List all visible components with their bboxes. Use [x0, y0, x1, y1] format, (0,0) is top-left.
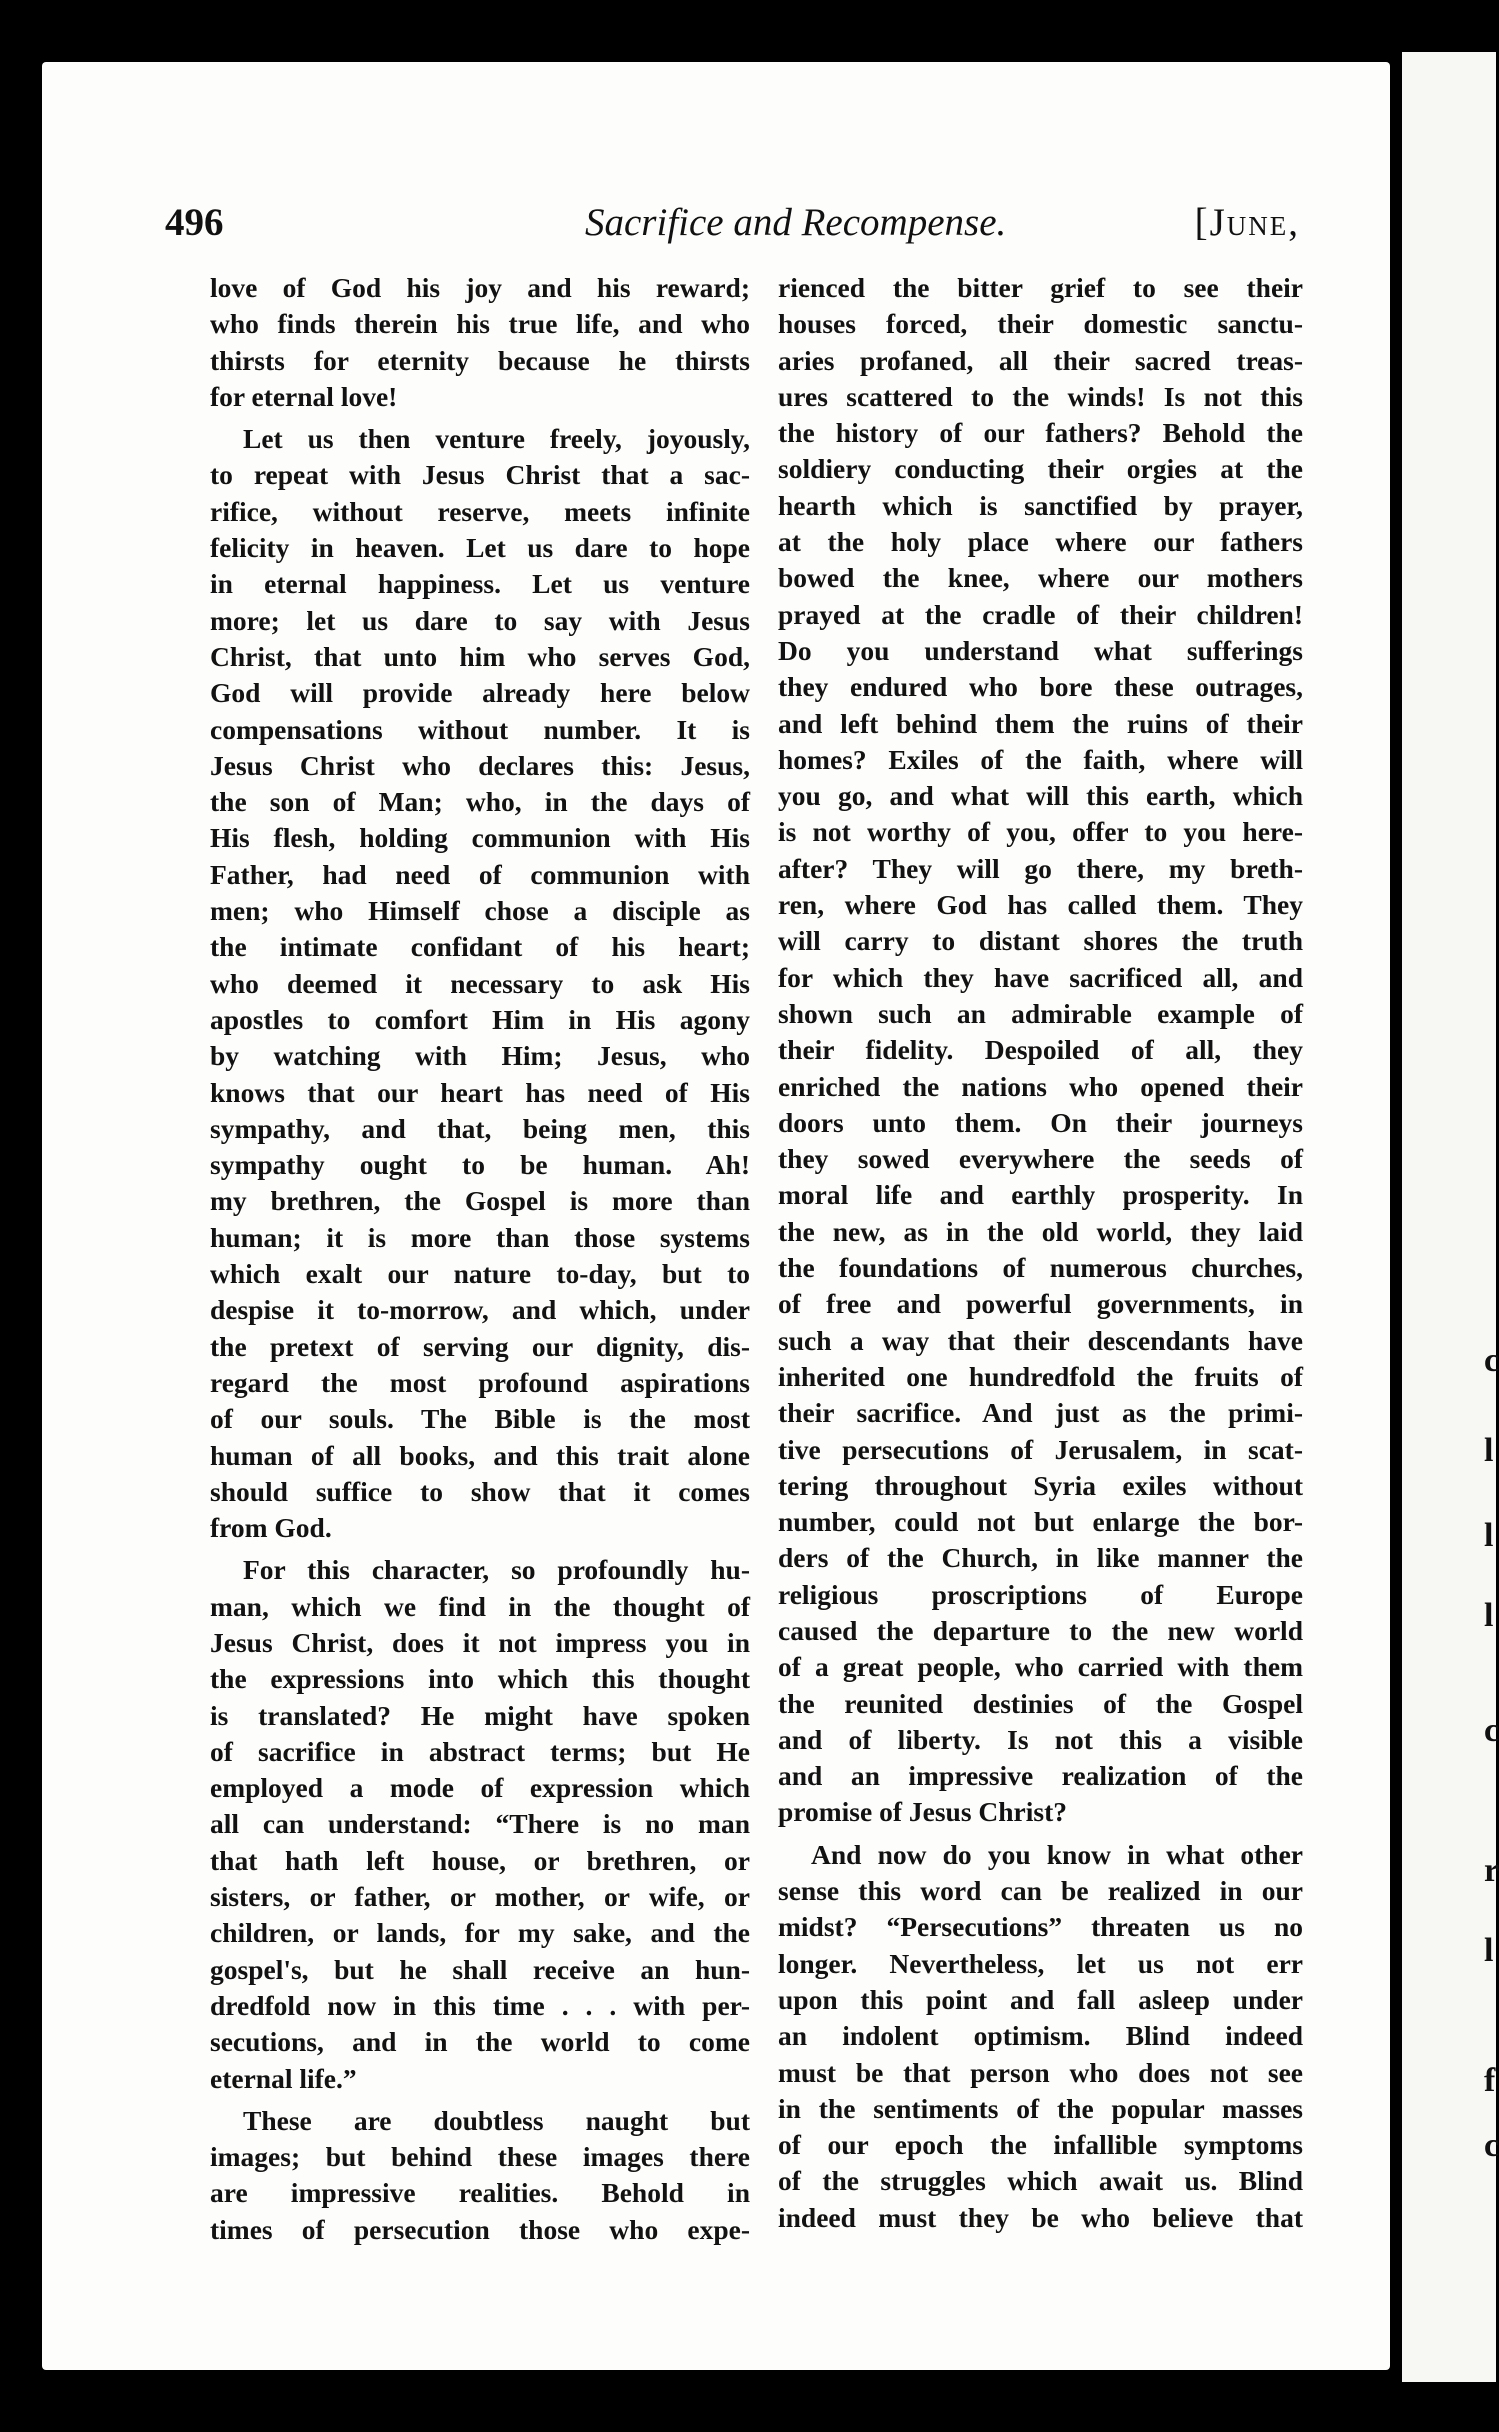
- text-line: their sacrifice. And just as the primi-: [778, 1397, 1303, 1429]
- text-line: their fidelity. Despoiled of all, they: [778, 1034, 1303, 1066]
- text-line: midst? “Persecutions” threaten us no: [778, 1911, 1303, 1943]
- text-line: apostles to comfort Him in His agony: [210, 1003, 750, 1035]
- text-line: are impressive realities. Behold in: [210, 2177, 750, 2209]
- text-line: enriched the nations who opened their: [778, 1070, 1303, 1102]
- text-line: for eternal love!: [210, 380, 398, 412]
- facing-page-letter: c: [1484, 1712, 1499, 1749]
- text-line: and an impressive realization of the: [778, 1760, 1303, 1792]
- text-line: indeed must they be who believe that: [778, 2201, 1303, 2233]
- text-line: homes? Exiles of the faith, where will: [778, 743, 1303, 775]
- facing-page-letter: l: [1484, 1932, 1494, 1969]
- text-line: of free and powerful governments, in: [778, 1288, 1303, 1320]
- facing-page-letter: l: [1484, 1517, 1494, 1554]
- text-line: Jesus Christ who declares this: Jesus,: [210, 749, 750, 781]
- text-line: despise it to-morrow, and which, under: [210, 1294, 750, 1326]
- left-text-column: [210, 270, 750, 2248]
- text-line: sense this word can be realized in our: [778, 1875, 1303, 1907]
- text-line: ren, where God has called them. They: [778, 889, 1303, 921]
- text-line: God will provide already here below: [210, 677, 750, 709]
- text-line: soldiery conducting their orgies at the: [778, 453, 1303, 485]
- text-line: For this character, so profoundly hu-: [243, 1554, 750, 1586]
- text-line: should suffice to show that it comes: [210, 1475, 750, 1507]
- text-line: shown such an admirable example of: [778, 997, 1303, 1029]
- text-line: dredfold now in this time . . . with per-: [210, 1989, 750, 2021]
- text-line: Let us then venture freely, joyously,: [243, 423, 750, 455]
- text-line: the new, as in the old world, they laid: [778, 1215, 1303, 1247]
- text-line: human; it is more than those systems: [210, 1221, 750, 1253]
- text-line: by watching with Him; Jesus, who: [210, 1040, 750, 1072]
- text-line: rienced the bitter grief to see their: [778, 272, 1303, 303]
- text-line: Christ, that unto him who serves God,: [210, 640, 750, 672]
- text-line: the pretext of serving our dignity, dis-: [210, 1330, 750, 1362]
- facing-page-letter: c: [1484, 2127, 1499, 2164]
- text-line: the son of Man; who, in the days of: [210, 786, 750, 818]
- text-line: gospel's, but he shall receive an hun-: [210, 1953, 750, 1985]
- text-line: tering throughout Syria exiles without: [778, 1469, 1303, 1501]
- text-line: that hath left house, or brethren, or: [210, 1844, 750, 1876]
- text-line: in eternal happiness. Let us venture: [210, 568, 750, 600]
- text-line: and left behind them the ruins of their: [778, 707, 1303, 739]
- text-line: His flesh, holding communion with His: [210, 822, 750, 854]
- text-line: Jesus Christ, does it not impress you in: [210, 1626, 750, 1658]
- text-line: promise of Jesus Christ?: [778, 1796, 1068, 1828]
- text-line: employed a mode of expression which: [210, 1772, 750, 1804]
- running-title: Sacrifice and Recompense.: [585, 201, 1007, 244]
- text-line: children, or lands, for my sake, and the: [210, 1917, 750, 1949]
- text-line: secutions, and in the world to come: [210, 2026, 750, 2058]
- text-line: an indolent optimism. Blind indeed: [778, 2020, 1303, 2052]
- facing-page-letter: l: [1484, 1432, 1494, 1469]
- text-line: they sowed everywhere the seeds of: [778, 1143, 1303, 1175]
- text-line: moral life and earthly prosperity. In: [778, 1179, 1303, 1211]
- facing-page-letter: r: [1484, 1852, 1499, 1889]
- text-line: knows that our heart has need of His: [210, 1076, 750, 1108]
- text-line: Do you understand what sufferings: [778, 634, 1303, 666]
- text-line: such a way that their descendants have: [778, 1324, 1303, 1356]
- text-line: love of God his joy and his reward;: [210, 272, 750, 303]
- text-line: my brethren, the Gospel is more than: [210, 1185, 750, 1217]
- text-line: regard the most profound aspirations: [210, 1366, 750, 1398]
- text-line: of a great people, who carried with them: [778, 1651, 1303, 1683]
- text-line: sisters, or father, or mother, or wife, or: [210, 1881, 750, 1913]
- text-line: sympathy, and that, being men, this: [210, 1112, 750, 1144]
- text-line: will carry to distant shores the truth: [778, 925, 1303, 957]
- text-line: hearth which is sanctified by prayer,: [778, 489, 1303, 521]
- text-line: for which they have sacrificed all, and: [778, 961, 1303, 993]
- text-line: thirsts for eternity because he thirsts: [210, 344, 750, 376]
- text-line: ures scattered to the winds! Is not this: [778, 380, 1303, 412]
- text-line: the expressions into which this thought: [210, 1663, 750, 1695]
- text-line: who deemed it necessary to ask His: [210, 967, 750, 999]
- text-line: sympathy ought to be human. Ah!: [210, 1149, 750, 1181]
- text-line: compensations without number. It is: [210, 713, 750, 745]
- text-line: men; who Himself chose a disciple as: [210, 895, 750, 927]
- text-line: religious proscriptions of Europe: [778, 1578, 1303, 1610]
- text-line: ders of the Church, in like manner the: [778, 1542, 1303, 1574]
- right-text-column: [778, 270, 1303, 2236]
- text-line: upon this point and fall asleep under: [778, 1983, 1303, 2015]
- facing-page-letter: c: [1484, 1342, 1499, 1379]
- text-line: more; let us dare to say with Jesus: [210, 604, 750, 636]
- text-line: times of persecution those who expe-: [210, 2213, 750, 2245]
- text-line: the history of our fathers? Behold the: [778, 417, 1303, 449]
- text-line: which exalt our nature to-day, but to: [210, 1258, 750, 1290]
- text-line: caused the departure to the new world: [778, 1614, 1303, 1646]
- text-line: And now do you know in what other: [811, 1838, 1303, 1870]
- text-line: houses forced, their domestic sanctu-: [778, 308, 1303, 340]
- facing-page-letter: f: [1484, 2062, 1496, 2099]
- text-line: is not worthy of you, offer to you here-: [778, 816, 1303, 848]
- text-line: rifice, without reserve, meets infinite: [210, 495, 750, 527]
- text-line: images; but behind these images there: [210, 2141, 750, 2173]
- page-number: 496: [165, 201, 224, 244]
- text-line: number, could not but enlarge the bor-: [778, 1506, 1303, 1538]
- text-line: all can understand: “There is no man: [210, 1808, 750, 1840]
- text-line: and of liberty. Is not this a visible: [778, 1723, 1303, 1755]
- text-line: prayed at the cradle of their children!: [778, 598, 1303, 630]
- running-header: [165, 200, 1300, 250]
- text-line: from God.: [210, 1512, 332, 1544]
- text-line: of the struggles which await us. Blind: [778, 2165, 1303, 2197]
- text-line: to repeat with Jesus Christ that a sac-: [210, 459, 750, 491]
- text-line: at the holy place where our fathers: [778, 526, 1303, 558]
- text-line: of our souls. The Bible is the most: [210, 1403, 750, 1435]
- text-line: in the sentiments of the popular masses: [778, 2092, 1303, 2124]
- text-line: the reunited destinies of the Gospel: [778, 1687, 1303, 1719]
- text-line: man, which we find in the thought of: [210, 1590, 750, 1622]
- text-line: longer. Nevertheless, let us not err: [778, 1947, 1303, 1979]
- text-line: of our epoch the infallible symptoms: [778, 2129, 1303, 2161]
- text-line: inherited one hundredfold the fruits of: [778, 1360, 1303, 1392]
- text-line: aries profaned, all their sacred treas-: [778, 344, 1303, 376]
- text-line: Father, had need of communion with: [210, 858, 750, 890]
- text-line: is translated? He might have spoken: [210, 1699, 750, 1731]
- text-line: doors unto them. On their journeys: [778, 1106, 1303, 1138]
- text-line: of sacrifice in abstract terms; but He: [210, 1735, 750, 1767]
- text-line: tive persecutions of Jerusalem, in scat-: [778, 1433, 1303, 1465]
- text-line: must be that person who does not see: [778, 2056, 1303, 2088]
- text-line: bowed the knee, where our mothers: [778, 562, 1303, 594]
- facing-page-edge: [1402, 52, 1499, 2382]
- text-line: after? They will go there, my breth-: [778, 852, 1303, 884]
- text-line: who finds therein his true life, and who: [210, 308, 750, 340]
- text-line: felicity in heaven. Let us dare to hope: [210, 532, 750, 564]
- text-line: they endured who bore these outrages,: [778, 671, 1303, 703]
- text-line: you go, and what will this earth, which: [778, 780, 1303, 812]
- text-line: human of all books, and this trait alone: [210, 1439, 750, 1471]
- text-line: eternal life.”: [210, 2062, 357, 2094]
- text-line: the intimate confidant of his heart;: [210, 931, 750, 963]
- header-month: [June,: [1194, 201, 1300, 244]
- facing-page-letter: l: [1484, 1597, 1494, 1634]
- text-line: the foundations of numerous churches,: [778, 1252, 1303, 1284]
- text-line: These are doubtless naught but: [243, 2104, 750, 2136]
